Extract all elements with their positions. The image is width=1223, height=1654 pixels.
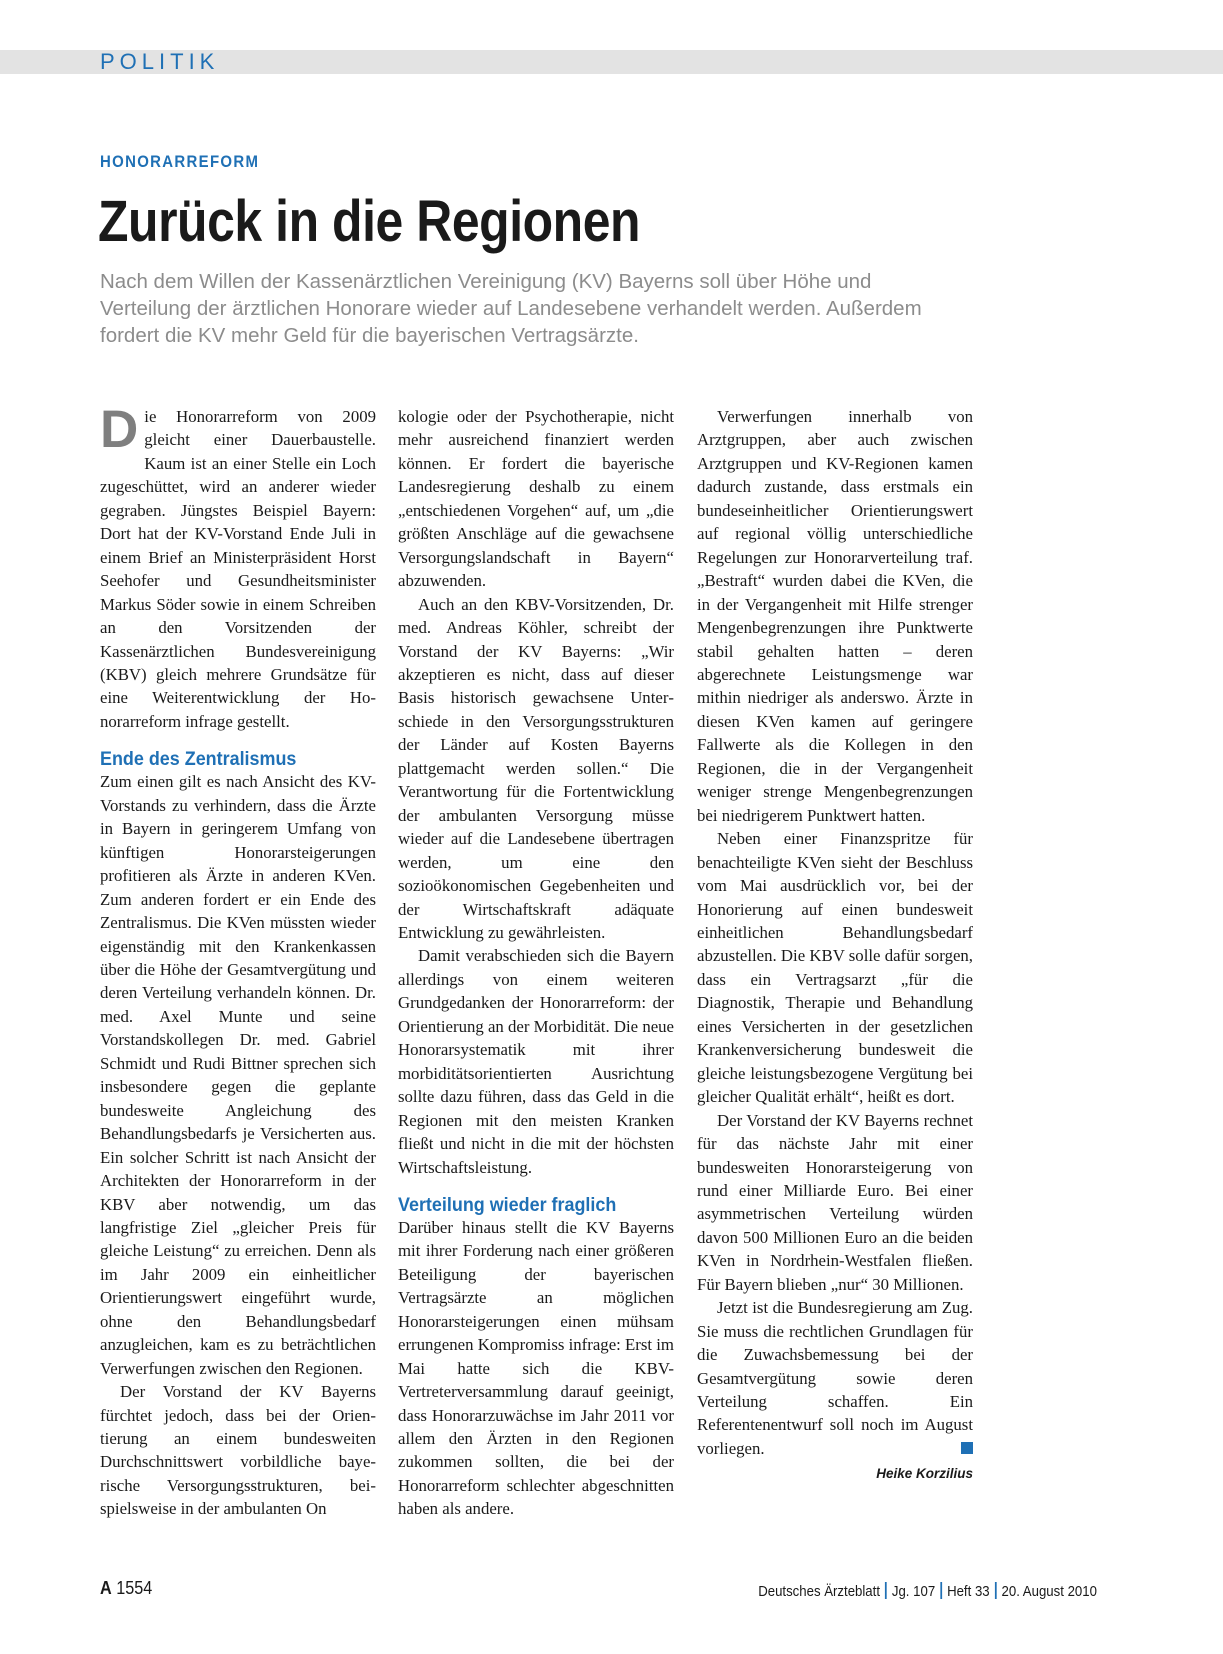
paragraph: Jetzt ist die Bundesregierung am Zug. Sie muss die rechtlichen Grundlagen für die Zuwachsbemessung bei der Gesamtvergütung sowie deren Verteilung schaffen. Ein Referentenentwurf soll noch im August vorliegen. xyxy=(697,1298,973,1458)
paragraph: kologie oder der Psychotherapie, nicht mehr ausreichend finanziert werden können. Er fordert die bayerische Landesregierung deshalb zu einem „entschiedenen Vorgehen“ auf, um „die größten Anschläge auf die gewachsene Versorgungslandschaft in Bayern“ abzuwenden. xyxy=(398,407,674,591)
drop-cap: D xyxy=(100,400,139,459)
separator xyxy=(885,1582,886,1599)
paragraph: Damit verabschieden sich die Bayern allerdings von einem weiteren Grundgedanken der Honorarreform: der Orientierung an der Morbidität. Die neue Honorarsystematik mit ihrer morbiditätsorientierten Ausrichtung sollte dazu führen, dass das Geld in die Regionen mit den meisten Kranken fließt und nicht in die mit der höchsten Wirtschaftsleistung. xyxy=(398,946,674,1177)
author-byline: Heike Korzilius xyxy=(876,1466,973,1482)
paragraph: Zum einen gilt es nach Ansicht des KV-Vorstands zu verhindern, dass die Ärzte in Bayern in geringerem Umfang von künftigen Honorarsteigerungen profitieren als Ärzte in anderen KVen. Zum anderen fordert er ein Ende des Zentralismus. Die KVen müssten wieder eigenständig mit den Krankenkassen über die Höhe der Gesamtvergütung und deren Verteilung verhandeln können. Dr. med. Axel Munte und seine Vorstandskollegen Dr. med. Gabriel Schmidt und Rudi Bittner sprechen sich insbesondere gegen die geplante bundesweite Angleichung des Behandlungsbedarfs je Versicherten aus. Ein solcher Schritt ist nach Ansicht der Architekten der Honorarreform in der KBV aber notwendig, um das langfristige Ziel „gleicher Preis für gleiche Leistung“ zu erreichen. Denn als im Jahr 2009 ein einheitlicher Orientierungswert eingeführt wurde, ohne den Behandlungsbedarf anzugleichen, kam es zu beträchtlichen Verwerfungen zwischen den Regionen. xyxy=(100,772,376,1378)
text-column-3 xyxy=(697,405,973,1486)
issue: Heft 33 xyxy=(947,1583,990,1600)
text-column-2 xyxy=(398,405,674,1521)
separator xyxy=(995,1582,996,1599)
paragraph: Die Honorarreform von 2009 gleicht einer Dauerbaustelle. Kaum ist an einer Stelle ein Loch zugeschüttet, wird an anderer wieder gegraben. Jüngstes Beispiel Bayern: Dort hat der KV-Vorstand Ende Juli in einem Brief an Ministerpräsident Horst Seehofer und Gesundheitsminister Markus Söder sowie in einem Schreiben an den Vorsitzenden der Kassenärztlichen Bundesvereinigung (KBV) gleich mehrere Grundsätze für eine Weiterentwicklung der Honorarreform infrage gestellt. xyxy=(100,400,376,731)
text-column-1 xyxy=(100,400,376,1521)
issue-date: 20. August 2010 xyxy=(1001,1583,1097,1600)
section-label: POLITIK xyxy=(100,49,220,74)
paragraph: Verwerfungen innerhalb von Arztgruppen, aber auch zwischen Arztgruppen und KV-Regionen kamen dadurch zustande, dass erstmals ein bundeseinheitlicher Orientierungswert auf regional völlig unterschiedliche Regelungen zur Honorarverteilung traf. „Bestraft“ wurden dabei die KVen, die in der Vergangenheit mit Hilfe strenger Mengenbegrenzungen ihre Punktwerte stabil gehalten hatten – deren abgerechnete Leistungsmenge war mithin niedriger als anderswo. Ärzte in diesen KVen kamen auf geringere Fallwerte als die Kollegen in den Regionen, die in der Vergangenheit weniger strenge Mengenbegrenzungen bei niedrigerem Punktwert hatten. xyxy=(697,407,973,825)
subheading: Ende des Zentralismus xyxy=(100,748,297,771)
paragraph: Darüber hinaus stellt die KV Bayerns mit ihrer Forderung nach einer größeren Beteiligung der bayerischen Vertragsärzte an möglichen Honorarsteigerungen einen mühsam errungenen Kompromiss infrage: Erst im Mai hatte sich die KBV-Vertreterversammlung darauf geeinigt, dass Honorarzuwächse im Jahr 2011 vor allem den Ärzten in den Regionen zukommen sollten, die bei der Honorarreform schlechter abgeschnitten haben als andere. xyxy=(398,1217,674,1519)
page-number: A 1554 xyxy=(100,1578,153,1598)
article-title: Zurück in die Regionen xyxy=(98,189,641,254)
subheading: Verteilung wieder fraglich xyxy=(398,1193,617,1216)
article-lead: Nach dem Willen der Kassenärztlichen Vereinigung (KV) Bayerns soll über Höhe und Verteilung der ärztlichen Honorare wieder auf Landesebene verhandelt werden. Außerdem fordert die KV mehr Geld für die bayerischen Vertragsärzte. xyxy=(100,270,922,347)
footer-citation xyxy=(758,1582,1097,1600)
paragraph: Neben einer Finanzspritze für benachteiligte KVen sieht der Beschluss vom Mai ausdrücklich vor, bei der Honorierung auf einen bundesweit einheitlichen Behandlungsbedarf abzustellen. Die KBV solle dafür sorgen, dass ein Vertragsarzt „für die Diagnostik, Therapie und Behandlung eines Versicherten in der gesetzlichen Krankenversicherung bundesweit die gleiche leistungsbezogene Vergütung bei gleicher Qualität erhält“, heißt es dort. xyxy=(697,829,973,1107)
end-mark-icon xyxy=(961,1442,973,1454)
paragraph: Der Vorstand der KV Bayerns rechnet für das nächste Jahr mit einer bundesweiten Honorarsteigerung von rund einer Milliarde Euro. Bei einer asymmetrischen Verteilung würden davon 500 Millionen Euro an die beiden KVen in Nordrhein-Westfalen fließen. Für Bayern blieben „nur“ 30 Millionen. xyxy=(697,1110,973,1294)
volume: Jg. 107 xyxy=(891,1583,936,1600)
journal-name: Deutsches Ärzteblatt xyxy=(758,1583,881,1600)
article-kicker: HONORARREFORM xyxy=(100,152,260,171)
paragraph: Der Vorstand der KV Bayerns fürchtet jedoch, dass bei der Orientierung an einem bundesweiten Durchschnittswert vorbildliche bayerische Versorgungsstrukturen, beispielsweise in der ambulanten On xyxy=(100,1382,376,1519)
separator xyxy=(941,1582,942,1599)
paragraph: Auch an den KBV-Vorsitzenden, Dr. med. Andreas Köhler, schreibt der Vorstand der KV Bayerns: „Wir akzeptieren es nicht, dass auf dieser Basis historisch gewachsene Unterschiede in den Versorgungsstrukturen der Länder auf Kosten Bayerns plattgemacht werden sollen.“ Die Verantwortung für die Fortentwicklung der ambulanten Versorgung müsse wieder auf die Landesebene übertragen werden, um eine den sozioökonomischen Gegebenheiten und der Wirtschaftskraft adäquate Entwicklung zu gewährleisten. xyxy=(398,594,674,942)
